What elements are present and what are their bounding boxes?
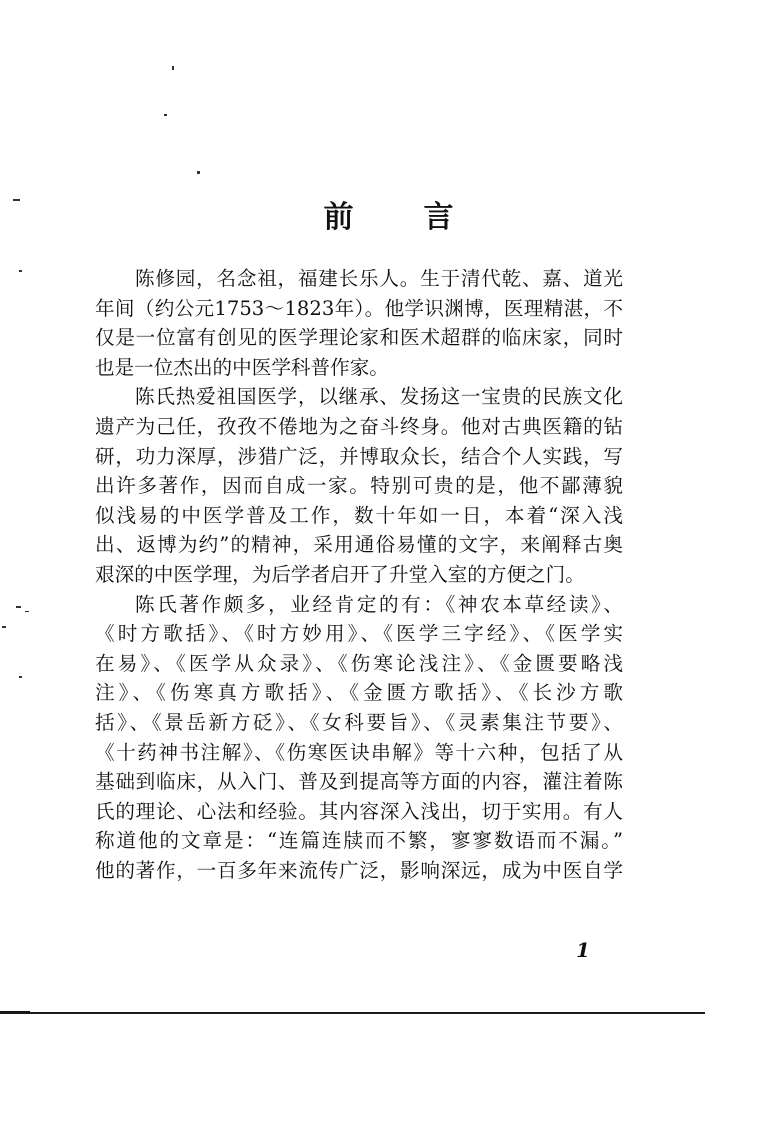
text-line: 括》、《景岳新方砭》、《女科要旨》、《灵素集注节要》、 (95, 710, 623, 734)
text-line: 氏的理论、心法和经验。其内容深入浅出，切于实用。有人 (95, 799, 623, 823)
scan-speck (19, 270, 22, 272)
page-number: 1 (576, 938, 590, 962)
text-line: 仅是一位富有创见的医学理论家和医术超群的临床家，同时 (95, 326, 623, 350)
page-title (0, 198, 777, 238)
text-line: 艰深的中医学理，为后学者启开了升堂入室的方便之门。 (95, 562, 585, 586)
scan-speck (19, 676, 22, 678)
text-line: 出许多著作，因而自成一家。特别可贵的是，他不鄙薄貌 (95, 474, 623, 498)
text-line: 《时方歌括》、《时方妙用》、《医学三字经》、《医学实 (95, 622, 623, 646)
text-line: 注》、《伤寒真方歌括》、《金匮方歌括》、《长沙方歌 (95, 681, 623, 705)
scan-speck (172, 66, 174, 70)
text-line: 年间（约公元1753～1823年）。他学识渊博，医理精湛，不 (95, 296, 623, 320)
text-line: 陈氏著作颇多，业经肯定的有：《神农本草经读》、 (135, 592, 623, 616)
text-line: 称道他的文章是：“连篇连牍而不繁，寥寥数语而不漏。” (95, 829, 623, 853)
text-line: 出、返博为约”的精神，采用通俗易懂的文字，来阐释古奥 (95, 533, 623, 557)
text-line: 《十药神书注解》、《伤寒医诀串解》等十六种，包括了从 (95, 740, 623, 764)
scan-speck (197, 171, 200, 174)
scan-speck (25, 611, 29, 612)
preface-body (95, 264, 623, 885)
text-line: 遗产为己任，孜孜不倦地为之奋斗终身。他对古典医籍的钻 (95, 414, 623, 438)
scan-speck (164, 114, 167, 116)
scan-speck (2, 626, 6, 628)
text-line: 陈修园，名念祖，福建长乐人。生于清代乾、嘉、道光 (135, 267, 623, 290)
text-line: 在易》、《医学从众录》、《伤寒论浅注》、《金匮要略浅 (95, 651, 623, 675)
title-char-1: 前 (323, 200, 354, 235)
page-edge-rule (0, 1012, 705, 1014)
scan-speck (16, 606, 21, 608)
title-char-2: 言 (423, 200, 454, 235)
text-line: 也是一位杰出的中医学科普作家。 (95, 355, 389, 379)
text-line: 他的著作，一百多年来流传广泛，影响深远，成为中医自学 (95, 858, 623, 882)
text-line: 基础到临床，从入门、普及到提高等方面的内容，灌注着陈 (95, 770, 623, 794)
text-line: 似浅易的中医学普及工作，数十年如一日，本着“深入浅 (95, 503, 623, 527)
text-line: 研，功力深厚，涉猎广泛，并博取众长，结合个人实践，写 (95, 444, 623, 468)
text-line: 陈氏热爱祖国医学，以继承、发扬这一宝贵的民族文化 (135, 385, 623, 409)
